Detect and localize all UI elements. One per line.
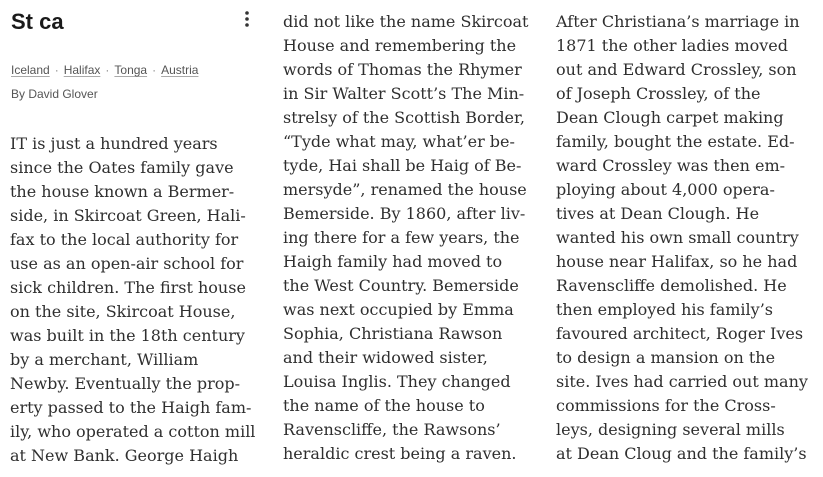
text-line: Newby. Eventually the prop- bbox=[10, 374, 241, 393]
text-line: of Joseph Crossley, of the bbox=[556, 84, 761, 103]
tag-link[interactable]: Halifax bbox=[63, 63, 101, 77]
text-line: family, bought the estate. Ed- bbox=[556, 132, 795, 151]
text-line: Bemerside. By 1860, after liv- bbox=[283, 204, 526, 223]
tag-separator: · bbox=[152, 63, 157, 77]
text-line: did not like the name Skircoat bbox=[283, 12, 529, 31]
text-line: “Tyde what may, what’er be- bbox=[283, 132, 515, 151]
text-line: tives at Dean Clough. He bbox=[556, 204, 760, 223]
tag-separator: · bbox=[54, 63, 59, 77]
more-vert-icon bbox=[238, 10, 256, 30]
text-line: ward Crossley was then em- bbox=[556, 156, 786, 175]
text-line: use as an open-air school for bbox=[10, 254, 244, 273]
tag-link[interactable]: Iceland bbox=[11, 63, 50, 77]
text-line: strelsy of the Scottish Border, bbox=[283, 108, 525, 127]
page-title: St ca bbox=[11, 9, 64, 34]
text-line: heraldic crest being a raven. bbox=[283, 444, 517, 463]
text-line: since the Oates family gave bbox=[10, 158, 234, 177]
text-line: wanted his own small country bbox=[556, 228, 799, 247]
text-line: favoured architect, Roger Ives bbox=[556, 324, 804, 343]
text-line: the house known a Bermer- bbox=[10, 182, 235, 201]
text-line: ily, who operated a cotton mill bbox=[10, 422, 256, 441]
text-line: words of Thomas the Rhymer bbox=[283, 60, 522, 79]
text-line: mersyde”, renamed the house bbox=[283, 180, 527, 199]
text-line: tyde, Hai shall be Haig of Be- bbox=[283, 156, 522, 175]
text-line: to design a mansion on the bbox=[556, 348, 776, 367]
text-line: site. Ives had carried out many bbox=[556, 372, 808, 391]
text-line: ploying about 4,000 opera- bbox=[556, 180, 775, 199]
text-line: was built in the 18th century bbox=[10, 326, 245, 345]
text-line: Ravenscliffe demolished. He bbox=[556, 276, 787, 295]
more-options-button[interactable] bbox=[238, 10, 256, 30]
tag-link[interactable]: Tonga bbox=[114, 63, 148, 77]
text-line: side, in Skircoat Green, Hali- bbox=[10, 206, 246, 225]
tag-separator: · bbox=[105, 63, 110, 77]
text-line: the name of the house to bbox=[283, 396, 485, 415]
text-line: sick children. The first house bbox=[10, 278, 246, 297]
text-line: in Sir Walter Scott’s The Min- bbox=[283, 84, 525, 103]
text-line: and their widowed sister, bbox=[283, 348, 488, 367]
text-line: the West Country. Bemerside bbox=[283, 276, 519, 295]
article-column-2 bbox=[283, 10, 533, 466]
tag-link[interactable]: Austria bbox=[161, 63, 199, 77]
text-line: house near Halifax, so he had bbox=[556, 252, 798, 271]
text-line: 1871 the other ladies moved bbox=[556, 36, 788, 55]
text-line: IT is just a hundred years bbox=[10, 134, 218, 153]
text-line: commissions for the Cross- bbox=[556, 396, 776, 415]
text-line: Louisa Inglis. They changed bbox=[283, 372, 511, 391]
text-line: Haigh family had moved to bbox=[283, 252, 503, 271]
text-line: at Dean Cloug and the family’s bbox=[556, 444, 807, 463]
text-line: then employed his family’s bbox=[556, 300, 773, 319]
article-column-3 bbox=[556, 10, 806, 466]
article-column-1 bbox=[10, 132, 260, 468]
author-byline: By David Glover bbox=[11, 87, 98, 101]
text-line: leys, designing several mills bbox=[556, 420, 785, 439]
text-line: by a merchant, William bbox=[10, 350, 199, 369]
text-line: at New Bank. George Haigh bbox=[10, 446, 239, 465]
text-line: Sophia, Christiana Rawson bbox=[283, 324, 503, 343]
text-line: fax to the local authority for bbox=[10, 230, 239, 249]
text-line: on the site, Skircoat House, bbox=[10, 302, 236, 321]
text-line: Ravenscliffe, the Rawsons’ bbox=[283, 420, 501, 439]
text-line: ing there for a few years, the bbox=[283, 228, 520, 247]
text-line: Dean Clough carpet making bbox=[556, 108, 784, 127]
text-line: After Christiana’s marriage in bbox=[556, 12, 800, 31]
text-line: was next occupied by Emma bbox=[283, 300, 514, 319]
text-line: out and Edward Crossley, son bbox=[556, 60, 797, 79]
tag-list bbox=[11, 63, 198, 77]
text-line: House and remembering the bbox=[283, 36, 517, 55]
text-line: erty passed to the Haigh fam- bbox=[10, 398, 252, 417]
